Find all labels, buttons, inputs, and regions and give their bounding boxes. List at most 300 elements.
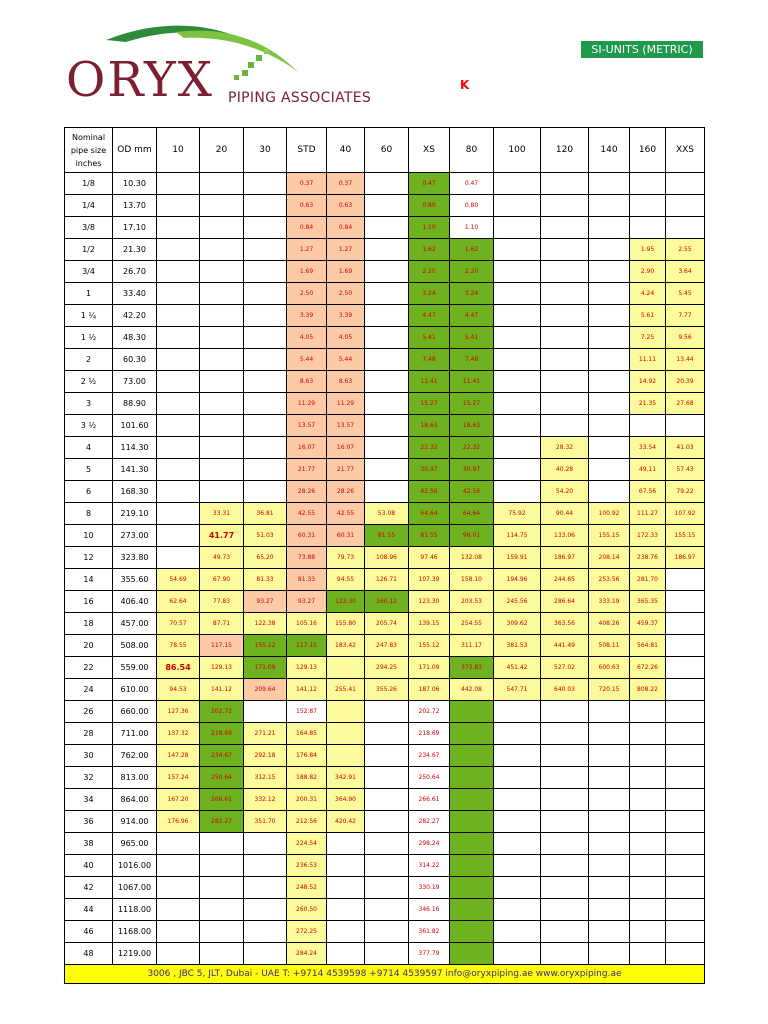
weight-cell bbox=[494, 745, 541, 767]
weight-cell: 266.61 bbox=[409, 789, 450, 811]
column-header: 30 bbox=[244, 128, 287, 173]
weight-cell: 159.91 bbox=[494, 547, 541, 569]
weight-cell bbox=[494, 393, 541, 415]
weight-cell: 3.24 bbox=[409, 283, 450, 305]
weight-cell: 42.56 bbox=[409, 481, 450, 503]
od-cell: 1016.00 bbox=[113, 855, 157, 877]
column-header: 120 bbox=[541, 128, 589, 173]
weight-cell: 16.07 bbox=[287, 437, 327, 459]
nominal-size-cell: 1/8 bbox=[65, 173, 113, 195]
weight-cell bbox=[494, 481, 541, 503]
weight-cell bbox=[157, 855, 200, 877]
weight-cell: 282.27 bbox=[409, 811, 450, 833]
weight-cell bbox=[630, 833, 666, 855]
od-cell: 48.30 bbox=[113, 327, 157, 349]
weight-cell bbox=[244, 393, 287, 415]
weight-cell: 2.50 bbox=[287, 283, 327, 305]
weight-cell: 41.77 bbox=[200, 525, 244, 547]
weight-cell bbox=[157, 547, 200, 569]
weight-cell bbox=[244, 899, 287, 921]
weight-cell bbox=[589, 261, 630, 283]
weight-cell: 93.27 bbox=[287, 591, 327, 613]
weight-cell bbox=[589, 789, 630, 811]
weight-cell: 33.31 bbox=[200, 503, 244, 525]
weight-cell: 1.95 bbox=[630, 239, 666, 261]
weight-cell bbox=[200, 921, 244, 943]
column-header: OD mm bbox=[113, 128, 157, 173]
od-cell: 114.30 bbox=[113, 437, 157, 459]
weight-cell: 205.74 bbox=[365, 613, 409, 635]
weight-cell: 49.11 bbox=[630, 459, 666, 481]
nominal-size-cell: 5 bbox=[65, 459, 113, 481]
weight-cell bbox=[494, 173, 541, 195]
weight-cell bbox=[200, 437, 244, 459]
weight-cell: 0.37 bbox=[287, 173, 327, 195]
nominal-size-cell: 14 bbox=[65, 569, 113, 591]
weight-cell: 81.33 bbox=[244, 569, 287, 591]
table-row bbox=[65, 261, 705, 283]
weight-cell: 67.90 bbox=[200, 569, 244, 591]
od-cell: 406.40 bbox=[113, 591, 157, 613]
weight-cell: 209.64 bbox=[244, 679, 287, 701]
weight-cell bbox=[541, 239, 589, 261]
weight-cell: 332.12 bbox=[244, 789, 287, 811]
weight-cell bbox=[666, 943, 705, 965]
table-row bbox=[65, 855, 705, 877]
weight-cell: 155.15 bbox=[666, 525, 705, 547]
weight-cell: 381.53 bbox=[494, 635, 541, 657]
od-cell: 13.70 bbox=[113, 195, 157, 217]
weight-cell: 11.29 bbox=[287, 393, 327, 415]
nominal-size-cell: 1/2 bbox=[65, 239, 113, 261]
weight-cell: 346.16 bbox=[409, 899, 450, 921]
weight-cell: 97.46 bbox=[409, 547, 450, 569]
weight-cell bbox=[666, 723, 705, 745]
od-cell: 864.00 bbox=[113, 789, 157, 811]
weight-cell: 4.47 bbox=[450, 305, 494, 327]
weight-cell: 7.48 bbox=[450, 349, 494, 371]
weight-cell: 0.47 bbox=[409, 173, 450, 195]
weight-cell bbox=[541, 943, 589, 965]
table-row bbox=[65, 239, 705, 261]
weight-cell: 28.26 bbox=[327, 481, 365, 503]
weight-cell: 16.07 bbox=[327, 437, 365, 459]
weight-cell: 86.54 bbox=[157, 657, 200, 679]
weight-cell: 355.26 bbox=[365, 679, 409, 701]
weight-cell: 27.68 bbox=[666, 393, 705, 415]
weight-cell bbox=[365, 371, 409, 393]
weight-cell bbox=[327, 877, 365, 899]
weight-cell bbox=[365, 283, 409, 305]
weight-cell bbox=[666, 613, 705, 635]
weight-cell bbox=[589, 943, 630, 965]
weight-cell: 94.53 bbox=[157, 679, 200, 701]
weight-cell bbox=[157, 503, 200, 525]
weight-cell bbox=[541, 283, 589, 305]
nominal-size-cell: 12 bbox=[65, 547, 113, 569]
weight-cell bbox=[541, 195, 589, 217]
weight-cell: 53.08 bbox=[365, 503, 409, 525]
weight-cell bbox=[200, 261, 244, 283]
weight-cell: 117.15 bbox=[200, 635, 244, 657]
weight-cell bbox=[494, 723, 541, 745]
weight-cell: 312.15 bbox=[244, 767, 287, 789]
weight-cell bbox=[244, 305, 287, 327]
weight-cell: 81.33 bbox=[287, 569, 327, 591]
weight-cell: 5.44 bbox=[287, 349, 327, 371]
red-mark: K bbox=[460, 78, 470, 92]
weight-cell bbox=[666, 569, 705, 591]
weight-cell: 600.63 bbox=[589, 657, 630, 679]
weight-cell bbox=[365, 745, 409, 767]
weight-cell bbox=[541, 877, 589, 899]
nominal-size-cell: 42 bbox=[65, 877, 113, 899]
weight-cell bbox=[494, 261, 541, 283]
nominal-size-cell: 4 bbox=[65, 437, 113, 459]
weight-cell: 42.56 bbox=[450, 481, 494, 503]
weight-cell: 65.20 bbox=[244, 547, 287, 569]
table-row bbox=[65, 371, 705, 393]
weight-cell: 672.26 bbox=[630, 657, 666, 679]
weight-cell bbox=[589, 811, 630, 833]
od-cell: 73.00 bbox=[113, 371, 157, 393]
weight-cell bbox=[327, 723, 365, 745]
weight-cell bbox=[327, 943, 365, 965]
weight-cell: 298.24 bbox=[409, 833, 450, 855]
weight-cell bbox=[327, 899, 365, 921]
weight-cell: 57.43 bbox=[666, 459, 705, 481]
table-row bbox=[65, 415, 705, 437]
weight-cell: 238.76 bbox=[630, 547, 666, 569]
od-cell: 33.40 bbox=[113, 283, 157, 305]
weight-cell bbox=[450, 899, 494, 921]
table-row bbox=[65, 173, 705, 195]
table-row bbox=[65, 877, 705, 899]
weight-cell: 284.24 bbox=[287, 943, 327, 965]
weight-cell: 286.64 bbox=[541, 591, 589, 613]
weight-cell bbox=[365, 943, 409, 965]
weight-cell bbox=[589, 481, 630, 503]
weight-cell bbox=[630, 217, 666, 239]
weight-cell: 234.67 bbox=[409, 745, 450, 767]
weight-cell: 363.56 bbox=[541, 613, 589, 635]
weight-cell bbox=[494, 437, 541, 459]
column-header: 40 bbox=[327, 128, 365, 173]
weight-cell bbox=[365, 921, 409, 943]
weight-cell bbox=[666, 811, 705, 833]
weight-cell bbox=[327, 701, 365, 723]
weight-cell bbox=[157, 415, 200, 437]
table-row bbox=[65, 393, 705, 415]
nominal-size-cell: 38 bbox=[65, 833, 113, 855]
nominal-size-cell: 34 bbox=[65, 789, 113, 811]
column-header: 10 bbox=[157, 128, 200, 173]
weight-cell: 9.56 bbox=[666, 327, 705, 349]
weight-cell bbox=[450, 833, 494, 855]
weight-cell: 15.27 bbox=[450, 393, 494, 415]
weight-cell: 81.55 bbox=[365, 525, 409, 547]
nominal-size-cell: 1/4 bbox=[65, 195, 113, 217]
weight-cell: 152.87 bbox=[287, 701, 327, 723]
table-row bbox=[65, 217, 705, 239]
weight-cell: 79.73 bbox=[327, 547, 365, 569]
weight-cell: 547.71 bbox=[494, 679, 541, 701]
weight-cell: 266.61 bbox=[200, 789, 244, 811]
weight-cell: 527.02 bbox=[541, 657, 589, 679]
weight-cell: 0.63 bbox=[327, 195, 365, 217]
weight-cell bbox=[494, 701, 541, 723]
weight-cell bbox=[541, 767, 589, 789]
table-row bbox=[65, 547, 705, 569]
table-row bbox=[65, 591, 705, 613]
weight-cell: 441.49 bbox=[541, 635, 589, 657]
nominal-size-cell: 30 bbox=[65, 745, 113, 767]
weight-cell bbox=[589, 415, 630, 437]
weight-cell: 20.39 bbox=[666, 371, 705, 393]
weight-cell bbox=[589, 239, 630, 261]
weight-cell bbox=[244, 459, 287, 481]
nominal-size-cell: 20 bbox=[65, 635, 113, 657]
weight-cell: 7.77 bbox=[666, 305, 705, 327]
weight-cell bbox=[541, 745, 589, 767]
weight-cell bbox=[200, 239, 244, 261]
weight-cell bbox=[244, 855, 287, 877]
weight-cell: 351.70 bbox=[244, 811, 287, 833]
weight-cell: 2.90 bbox=[630, 261, 666, 283]
weight-cell: 0.80 bbox=[409, 195, 450, 217]
table-row bbox=[65, 459, 705, 481]
weight-cell: 0.80 bbox=[450, 195, 494, 217]
footer-row bbox=[65, 965, 705, 984]
table-row bbox=[65, 921, 705, 943]
weight-cell bbox=[200, 195, 244, 217]
weight-cell bbox=[630, 195, 666, 217]
weight-cell: 1.62 bbox=[409, 239, 450, 261]
od-cell: 965.00 bbox=[113, 833, 157, 855]
weight-cell: 183.42 bbox=[327, 635, 365, 657]
weight-cell: 194.96 bbox=[494, 569, 541, 591]
weight-cell: 292.18 bbox=[244, 745, 287, 767]
weight-cell: 176.84 bbox=[287, 745, 327, 767]
weight-cell: 420.42 bbox=[327, 811, 365, 833]
weight-cell: 1.27 bbox=[327, 239, 365, 261]
weight-cell bbox=[666, 657, 705, 679]
weight-cell: 107.92 bbox=[666, 503, 705, 525]
weight-cell bbox=[157, 195, 200, 217]
column-header: 100 bbox=[494, 128, 541, 173]
weight-cell bbox=[327, 745, 365, 767]
weight-cell: 172.33 bbox=[630, 525, 666, 547]
weight-cell bbox=[541, 393, 589, 415]
od-cell: 762.00 bbox=[113, 745, 157, 767]
weight-cell: 30.97 bbox=[409, 459, 450, 481]
weight-cell: 373.83 bbox=[450, 657, 494, 679]
weight-cell bbox=[244, 921, 287, 943]
weight-cell bbox=[157, 525, 200, 547]
weight-cell bbox=[666, 195, 705, 217]
nominal-size-cell: 22 bbox=[65, 657, 113, 679]
weight-cell: 33.54 bbox=[630, 437, 666, 459]
column-header: 160 bbox=[630, 128, 666, 173]
weight-cell bbox=[541, 921, 589, 943]
weight-cell: 13.57 bbox=[327, 415, 365, 437]
weight-cell bbox=[630, 173, 666, 195]
weight-cell: 81.55 bbox=[409, 525, 450, 547]
logo-name: ORYX bbox=[66, 52, 214, 108]
weight-cell bbox=[244, 371, 287, 393]
weight-cell: 253.56 bbox=[589, 569, 630, 591]
table-row bbox=[65, 833, 705, 855]
weight-cell bbox=[157, 481, 200, 503]
weight-cell bbox=[589, 701, 630, 723]
weight-cell: 8.63 bbox=[287, 371, 327, 393]
weight-cell bbox=[244, 217, 287, 239]
column-header: 60 bbox=[365, 128, 409, 173]
weight-cell bbox=[157, 833, 200, 855]
weight-cell: 0.84 bbox=[327, 217, 365, 239]
weight-cell: 442.08 bbox=[450, 679, 494, 701]
weight-cell: 129.13 bbox=[287, 657, 327, 679]
weight-cell: 160.12 bbox=[365, 591, 409, 613]
weight-cell: 49.73 bbox=[200, 547, 244, 569]
weight-cell bbox=[666, 415, 705, 437]
weight-cell: 311.17 bbox=[450, 635, 494, 657]
weight-cell: 282.27 bbox=[200, 811, 244, 833]
weight-cell bbox=[200, 349, 244, 371]
weight-cell bbox=[494, 899, 541, 921]
table-row bbox=[65, 283, 705, 305]
table-row bbox=[65, 745, 705, 767]
nominal-size-cell: 10 bbox=[65, 525, 113, 547]
weight-cell: 254.55 bbox=[450, 613, 494, 635]
weight-cell: 167.20 bbox=[157, 789, 200, 811]
weight-cell bbox=[450, 811, 494, 833]
weight-cell bbox=[157, 943, 200, 965]
weight-cell bbox=[666, 921, 705, 943]
weight-cell: 3.39 bbox=[327, 305, 365, 327]
weight-cell bbox=[365, 239, 409, 261]
weight-cell: 3.24 bbox=[450, 283, 494, 305]
weight-cell bbox=[589, 305, 630, 327]
weight-cell: 203.53 bbox=[450, 591, 494, 613]
weight-cell bbox=[365, 789, 409, 811]
weight-cell: 117.15 bbox=[287, 635, 327, 657]
weight-cell: 250.64 bbox=[200, 767, 244, 789]
weight-cell bbox=[365, 305, 409, 327]
od-cell: 10.30 bbox=[113, 173, 157, 195]
weight-cell bbox=[630, 701, 666, 723]
weight-cell bbox=[541, 349, 589, 371]
weight-cell bbox=[494, 877, 541, 899]
weight-cell bbox=[589, 393, 630, 415]
weight-cell: 28.32 bbox=[541, 437, 589, 459]
od-cell: 141.30 bbox=[113, 459, 157, 481]
weight-cell bbox=[494, 833, 541, 855]
weight-cell: 75.92 bbox=[494, 503, 541, 525]
weight-cell bbox=[200, 855, 244, 877]
weight-cell bbox=[244, 195, 287, 217]
od-cell: 21.30 bbox=[113, 239, 157, 261]
weight-cell bbox=[630, 767, 666, 789]
weight-cell: 0.47 bbox=[450, 173, 494, 195]
weight-cell: 7.48 bbox=[409, 349, 450, 371]
weight-cell: 73.88 bbox=[287, 547, 327, 569]
table-row bbox=[65, 525, 705, 547]
contact-footer: 3006 , JBC 5, JLT, Dubai - UAE T: +9714 4539598 +9714 4539597 info@oryxpiping.ae www.oryxpiping.ae bbox=[65, 965, 705, 984]
weight-cell bbox=[589, 283, 630, 305]
nominal-size-cell: 6 bbox=[65, 481, 113, 503]
table-row bbox=[65, 635, 705, 657]
weight-cell bbox=[666, 789, 705, 811]
weight-cell: 272.25 bbox=[287, 921, 327, 943]
weight-cell: 218.69 bbox=[409, 723, 450, 745]
weight-cell bbox=[244, 437, 287, 459]
table-row bbox=[65, 569, 705, 591]
weight-cell: 364.90 bbox=[327, 789, 365, 811]
od-cell: 26.70 bbox=[113, 261, 157, 283]
weight-cell bbox=[365, 767, 409, 789]
weight-cell bbox=[200, 899, 244, 921]
weight-cell: 3.64 bbox=[666, 261, 705, 283]
weight-cell bbox=[541, 723, 589, 745]
nominal-size-cell: 2 bbox=[65, 349, 113, 371]
nominal-size-cell: 3/8 bbox=[65, 217, 113, 239]
weight-cell: 8.63 bbox=[327, 371, 365, 393]
column-header: Nominal pipe size inches bbox=[65, 128, 113, 173]
weight-cell bbox=[200, 415, 244, 437]
weight-cell: 11.11 bbox=[630, 349, 666, 371]
table-row bbox=[65, 679, 705, 701]
weight-cell: 137.32 bbox=[157, 723, 200, 745]
weight-cell: 70.57 bbox=[157, 613, 200, 635]
weight-cell: 133.06 bbox=[541, 525, 589, 547]
weight-cell bbox=[244, 833, 287, 855]
weight-cell: 3.39 bbox=[287, 305, 327, 327]
weight-cell: 361.82 bbox=[409, 921, 450, 943]
weight-cell bbox=[494, 195, 541, 217]
weight-cell: 248.52 bbox=[287, 877, 327, 899]
weight-cell: 77.83 bbox=[200, 591, 244, 613]
weight-cell bbox=[494, 283, 541, 305]
weight-cell bbox=[327, 657, 365, 679]
weight-cell bbox=[365, 459, 409, 481]
weight-cell: 5.41 bbox=[409, 327, 450, 349]
weight-cell: 377.79 bbox=[409, 943, 450, 965]
weight-cell bbox=[494, 239, 541, 261]
weight-cell bbox=[244, 173, 287, 195]
weight-cell bbox=[365, 855, 409, 877]
weight-cell bbox=[450, 767, 494, 789]
weight-cell: 1.62 bbox=[450, 239, 494, 261]
weight-cell: 365.35 bbox=[630, 591, 666, 613]
weight-cell: 5.41 bbox=[450, 327, 494, 349]
weight-cell bbox=[589, 921, 630, 943]
weight-cell: 157.24 bbox=[157, 767, 200, 789]
weight-cell bbox=[244, 327, 287, 349]
weight-cell bbox=[365, 173, 409, 195]
weight-cell bbox=[589, 855, 630, 877]
weight-cell bbox=[365, 481, 409, 503]
weight-cell: 0.84 bbox=[287, 217, 327, 239]
weight-cell: 1.69 bbox=[327, 261, 365, 283]
weight-cell: 408.26 bbox=[589, 613, 630, 635]
weight-cell bbox=[630, 943, 666, 965]
weight-cell bbox=[589, 459, 630, 481]
weight-cell: 333.19 bbox=[589, 591, 630, 613]
weight-cell: 60.31 bbox=[287, 525, 327, 547]
weight-cell: 155.80 bbox=[327, 613, 365, 635]
weight-cell: 171.09 bbox=[244, 657, 287, 679]
